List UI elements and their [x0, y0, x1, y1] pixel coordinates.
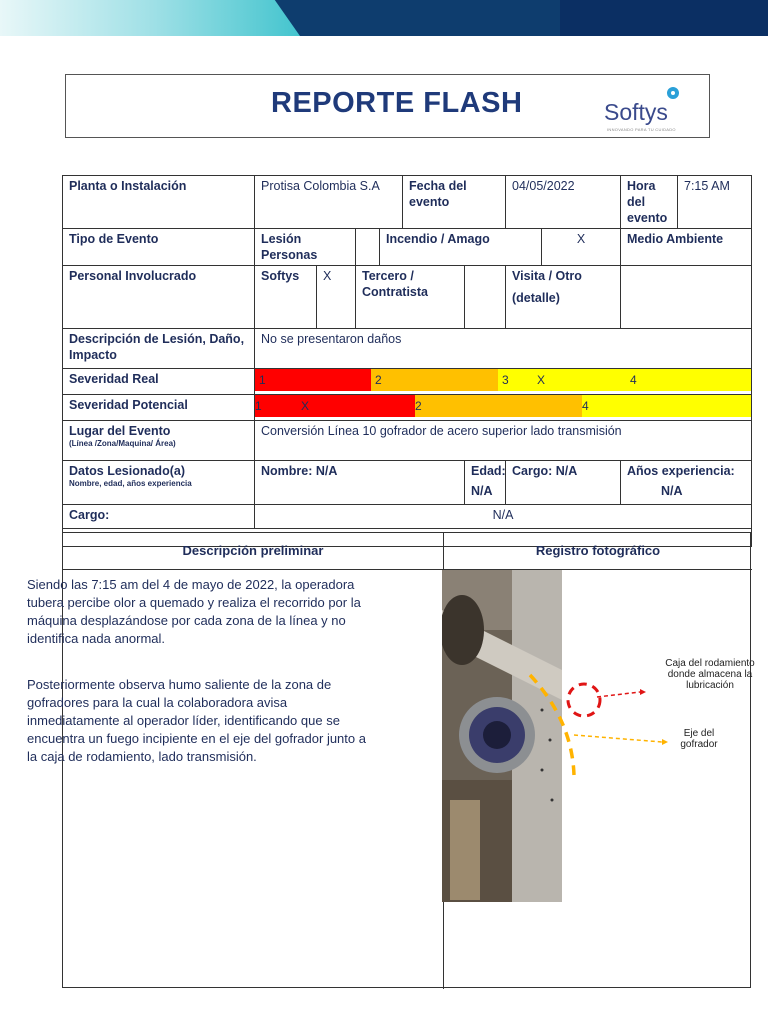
description-paragraph-2: Posteriormente observa humo saliente de la zona de gofradores para la cual la colaboradora avisa inmediatamente al operador líder, identificando que se encuentra un fuego incipiente en el eje del gofrador junto a la caja de rodamiento, lado transmisión.: [27, 677, 366, 764]
sev-pot-4: 4: [582, 395, 751, 417]
tipo-label: Tipo de Evento: [63, 229, 255, 266]
tipo-incendio-check: X: [542, 229, 621, 266]
edad-field: Edad: N/A: [465, 461, 506, 505]
report-form-table: [62, 175, 752, 547]
personal-visita: Visita / Otro (detalle): [506, 266, 621, 329]
fecha-value: 04/05/2022: [506, 176, 621, 229]
lugar-sub: (Línea /Zona/Maquina/ Área): [69, 439, 176, 448]
anios-field: Años experiencia: N/A: [621, 461, 752, 505]
lugar-label-cell: [63, 421, 255, 461]
sev-real-3: 3: [498, 369, 626, 391]
sev-real-1: 1: [255, 369, 371, 391]
lugar-label: Lugar del Evento: [69, 424, 171, 438]
datos-label: Datos Lesionado(a): [69, 464, 185, 478]
sev-real-2: 2: [371, 369, 498, 391]
hora-value: 7:15 AM: [678, 176, 752, 229]
personal-tercero-check: [465, 266, 506, 329]
datos-label-cell: [63, 461, 255, 505]
sev-pot-2: 2: [415, 395, 582, 417]
severidad-real-label: Severidad Real: [63, 369, 255, 395]
desc-header: Descripción preliminar: [182, 543, 324, 558]
logo-dot-icon: [667, 87, 679, 99]
page-title: REPORTE FLASH: [271, 87, 523, 119]
caption-caja-rodamiento: Caja del rodamiento donde almacena la lubricación: [665, 658, 755, 691]
photo-header: Registro fotográfico: [535, 543, 661, 558]
severidad-potencial-bar: [255, 395, 752, 421]
personal-tercero: Tercero / Contratista: [356, 266, 465, 329]
descripcion-label: Descripción de Lesión, Daño, Impacto: [63, 329, 255, 369]
tipo-medio-ambiente: Medio Ambiente: [621, 229, 752, 266]
planta-label: Planta o Instalación: [63, 176, 255, 229]
sev-pot-1: 1: [255, 395, 415, 417]
personal-label: Personal Involucrado: [63, 266, 255, 329]
cargo-value: N/A: [255, 505, 752, 529]
hora-label: Hora del evento: [621, 176, 678, 229]
lugar-value: Conversión Línea 10 gofrador de acero superior lado transmisión: [255, 421, 752, 461]
fecha-label: Fecha del evento: [403, 176, 506, 229]
cargo-label: Cargo:: [63, 505, 255, 529]
sev-real-mark: X: [537, 373, 546, 387]
title-box: [65, 74, 710, 138]
tipo-lesion: Lesión Personas: [255, 229, 356, 266]
severidad-potencial-label: Severidad Potencial: [63, 395, 255, 421]
descripcion-value: No se presentaron daños: [255, 329, 752, 369]
top-banner: [0, 0, 768, 36]
nombre-field: Nombre: N/A: [255, 461, 465, 505]
severidad-real-bar: [255, 369, 752, 395]
sev-pot-mark: X: [301, 399, 310, 413]
cargo-inline-field: Cargo: N/A: [506, 461, 621, 505]
tipo-lesion-check: [356, 229, 380, 266]
planta-value: Protisa Colombia S.A: [255, 176, 403, 229]
datos-sub: Nombre, edad, años experiencia: [69, 479, 192, 488]
softys-logo: Softys INNOVANDO PARA TU CUIDADO: [604, 85, 704, 131]
personal-visita-detail: [621, 266, 752, 329]
description-paragraph-1: Siendo las 7:15 am del 4 de mayo de 2022, la operadora tubera percibe olor a quemado y realiza el recorrido por la máquina desplazándose por cada zona de la línea y no identifica nada anormal.: [27, 577, 361, 646]
caption-eje-gofrador: Eje del gofrador: [680, 728, 718, 750]
personal-softys-check: X: [317, 266, 356, 329]
sev-real-4: 4: [626, 369, 751, 391]
personal-softys: Softys: [255, 266, 317, 329]
tipo-incendio: Incendio / Amago: [380, 229, 542, 266]
